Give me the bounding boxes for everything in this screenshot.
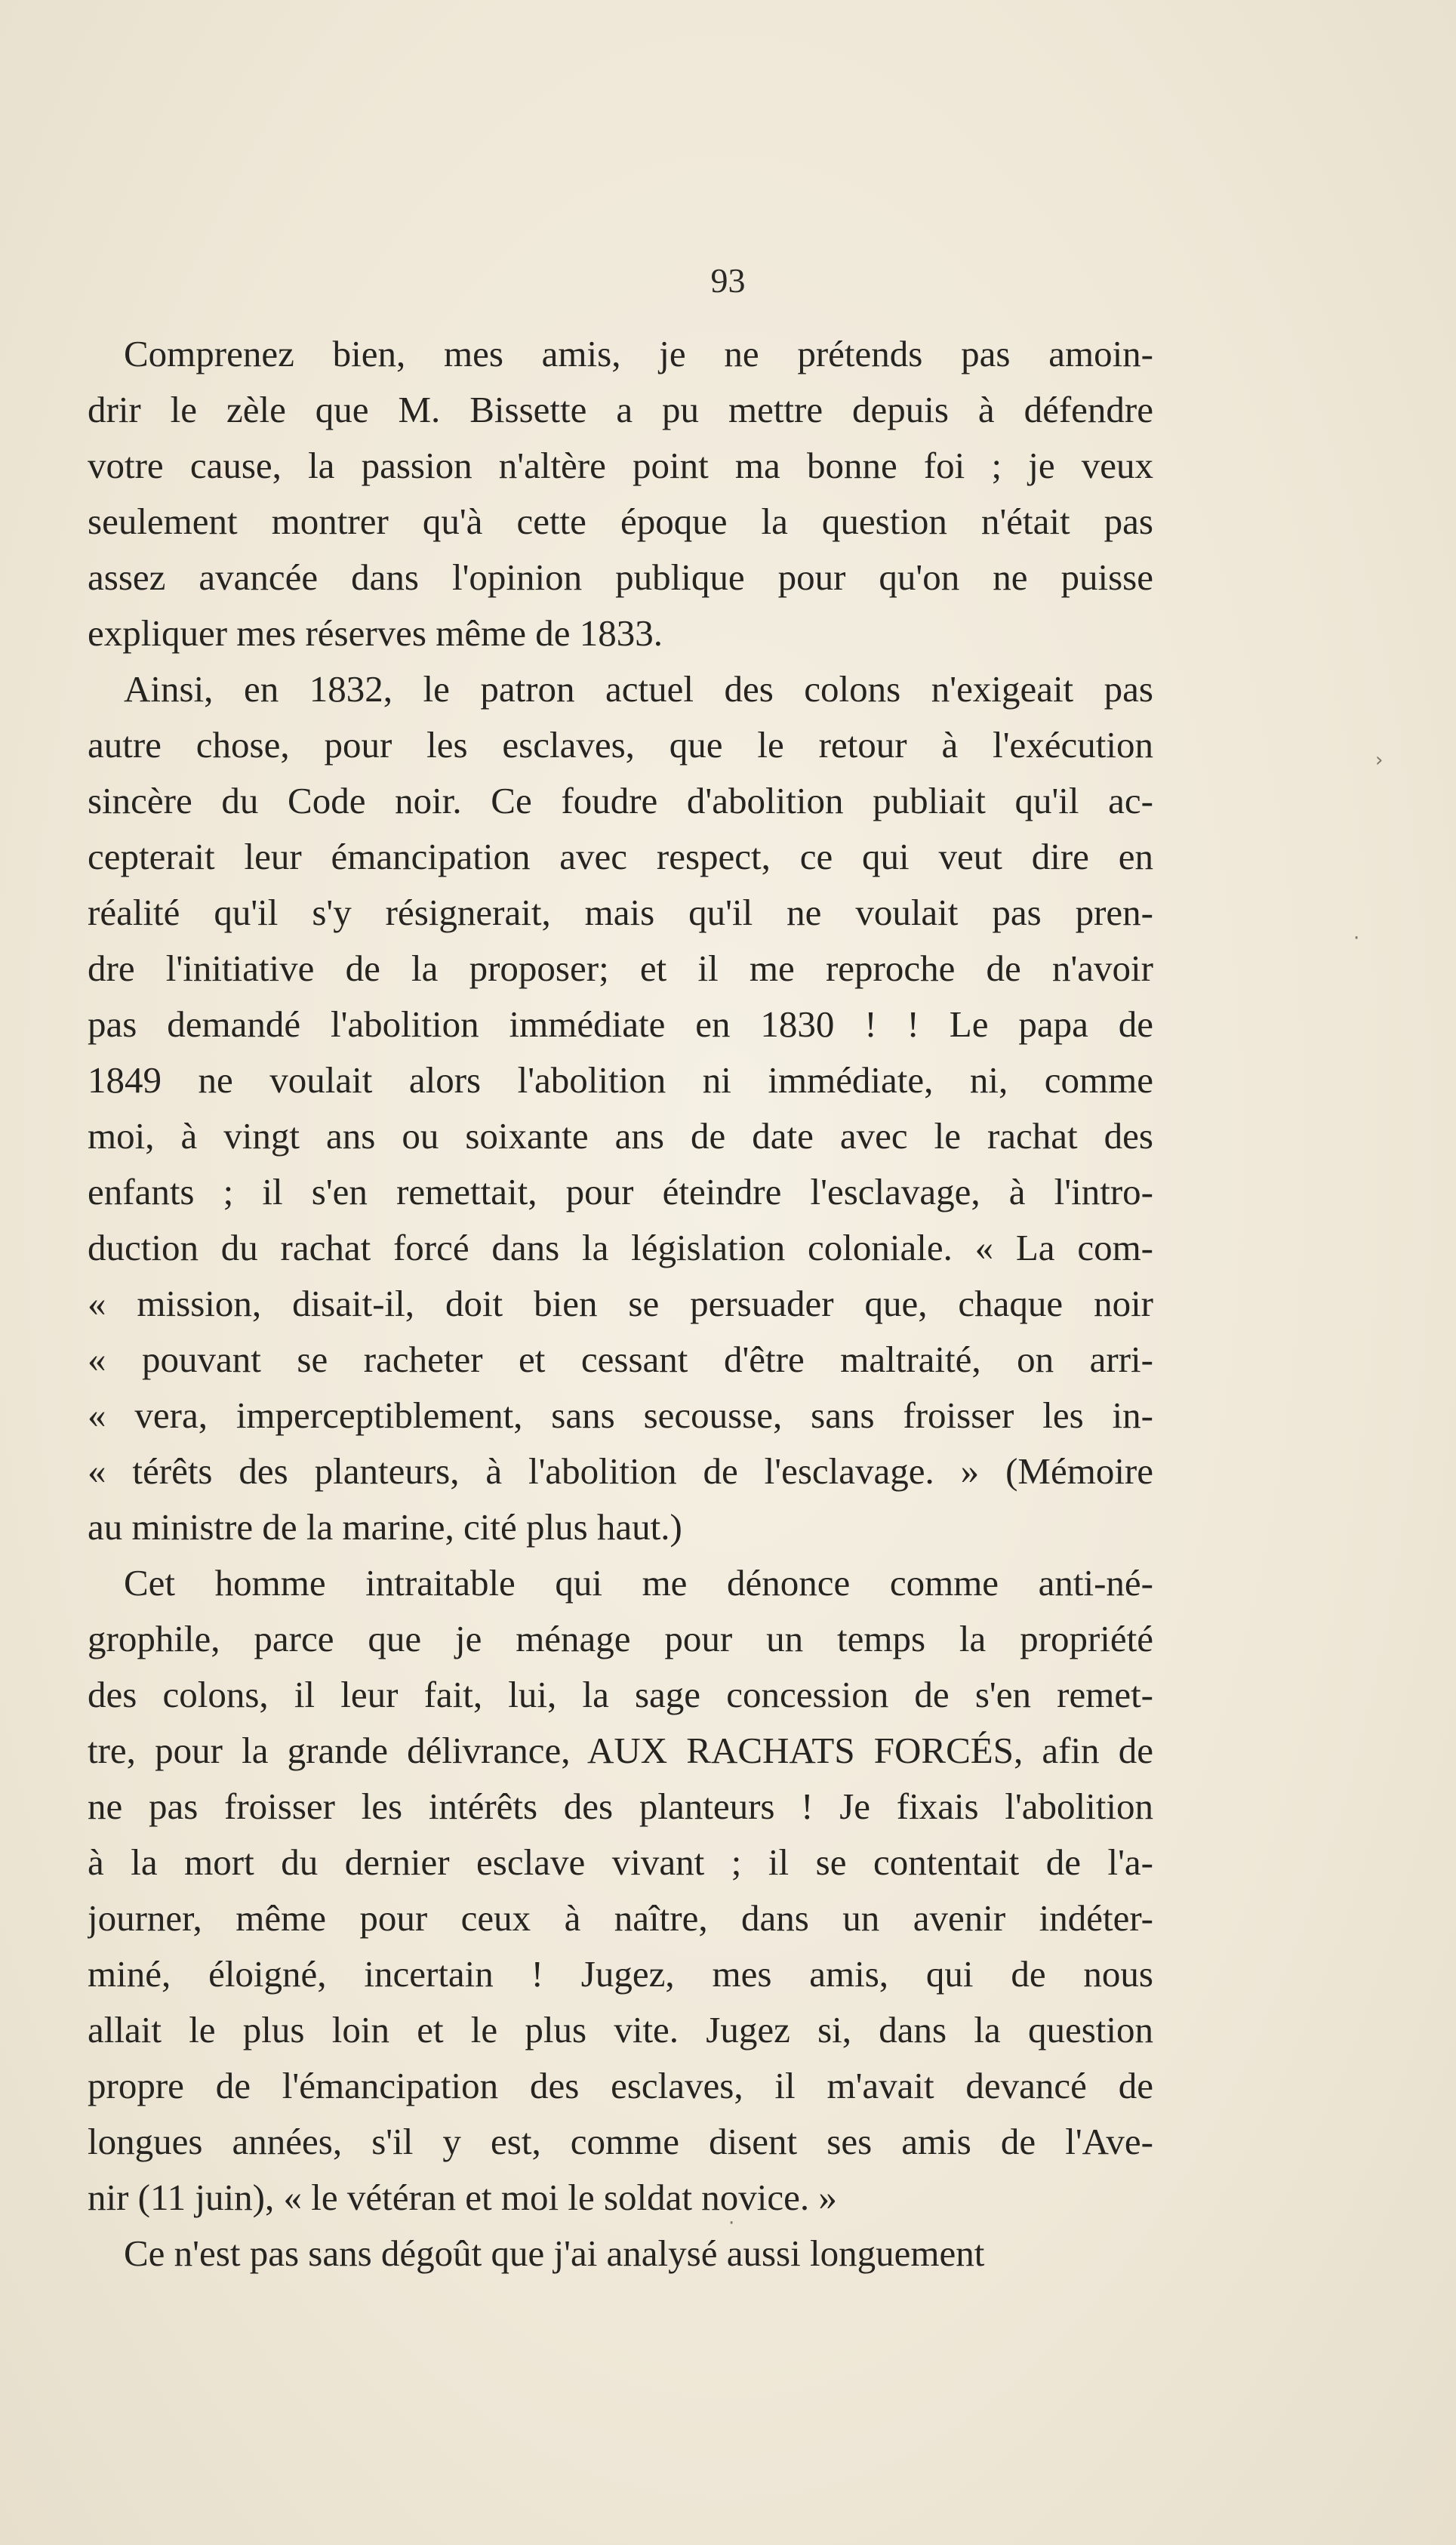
text-line: « mission, disait-il, doit bien se persuader que, chaque noir xyxy=(88,1283,1153,1324)
speck-mark: · xyxy=(1353,927,1360,950)
speck-mark: › xyxy=(1375,749,1384,772)
text-line: Ce n'est pas sans dégoût que j'ai analysé aussi longuement xyxy=(124,2232,985,2274)
text-line: pas demandé l'abolition immédiate en 1830 ! ! Le papa de xyxy=(88,1003,1153,1045)
text-line: cepterait leur émancipation avec respect, ce qui veut dire en xyxy=(88,836,1153,877)
text-line: nir (11 juin), « le vétéran et moi le soldat novice. » xyxy=(88,2177,837,2218)
text-line: 1849 ne voulait alors l'abolition ni immédiate, ni, comme xyxy=(88,1059,1153,1101)
text-line: duction du rachat forcé dans la législation coloniale. « La com- xyxy=(88,1227,1153,1268)
text-line: moi, à vingt ans ou soixante ans de date avec le rachat des xyxy=(88,1115,1153,1157)
text-line: journer, même pour ceux à naître, dans un avenir indéter- xyxy=(88,1897,1153,1939)
text-line: Cet homme intraitable qui me dénonce comme anti-né- xyxy=(124,1562,1153,1604)
text-line: enfants ; il s'en remettait, pour éteindre l'esclavage, à l'intro- xyxy=(88,1171,1153,1212)
text-line: « pouvant se racheter et cessant d'être maltraité, on arri- xyxy=(88,1339,1153,1380)
speck-mark: · xyxy=(728,2212,735,2235)
text-line: seulement montrer qu'à cette époque la question n'était pas xyxy=(88,501,1153,542)
text-line: grophile, parce que je ménage pour un temps la propriété xyxy=(88,1618,1153,1659)
body-text xyxy=(88,326,1153,2282)
text-line: votre cause, la passion n'altère point ma bonne foi ; je veux xyxy=(88,445,1153,486)
text-line: dre l'initiative de la proposer; et il me reproche de n'avoir xyxy=(88,947,1153,989)
text-line: réalité qu'il s'y résignerait, mais qu'il ne voulait pas pren- xyxy=(88,892,1153,933)
text-line: à la mort du dernier esclave vivant ; il se contentait de l'a- xyxy=(88,1841,1153,1883)
text-line: sincère du Code noir. Ce foudre d'abolition publiait qu'il ac- xyxy=(88,780,1153,821)
text-line: allait le plus loin et le plus vite. Jugez si, dans la question xyxy=(88,2009,1153,2050)
text-line: Comprenez bien, mes amis, je ne prétends pas amoin- xyxy=(124,333,1153,374)
text-line: drir le zèle que M. Bissette a pu mettre depuis à défendre xyxy=(88,389,1153,430)
text-line: « vera, imperceptiblement, sans secousse, sans froisser les in- xyxy=(88,1394,1153,1436)
text-line: Ainsi, en 1832, le patron actuel des colons n'exigeait pas xyxy=(124,668,1153,710)
text-line: longues années, s'il y est, comme disent ses amis de l'Ave- xyxy=(88,2121,1153,2162)
text-line: tre, pour la grande délivrance, AUX RACHATS FORCÉS, afin de xyxy=(88,1730,1153,1771)
page-number: 93 xyxy=(710,261,746,300)
text-line: expliquer mes réserves même de 1833. xyxy=(88,612,663,654)
text-line: au ministre de la marine, cité plus haut.) xyxy=(88,1506,682,1548)
text-line: autre chose, pour les esclaves, que le retour à l'exécution xyxy=(88,724,1153,766)
text-line: des colons, il leur fait, lui, la sage concession de s'en remet- xyxy=(88,1674,1153,1715)
text-line: assez avancée dans l'opinion publique pour qu'on ne puisse xyxy=(88,556,1153,598)
text-line: « térêts des planteurs, à l'abolition de l'esclavage. » (Mémoire xyxy=(88,1450,1153,1492)
text-line: miné, éloigné, incertain ! Jugez, mes amis, qui de nous xyxy=(88,1953,1153,1995)
text-line: propre de l'émancipation des esclaves, il m'avait devancé de xyxy=(88,2065,1153,2106)
text-line: ne pas froisser les intérêts des planteurs ! Je fixais l'abolition xyxy=(88,1786,1153,1827)
